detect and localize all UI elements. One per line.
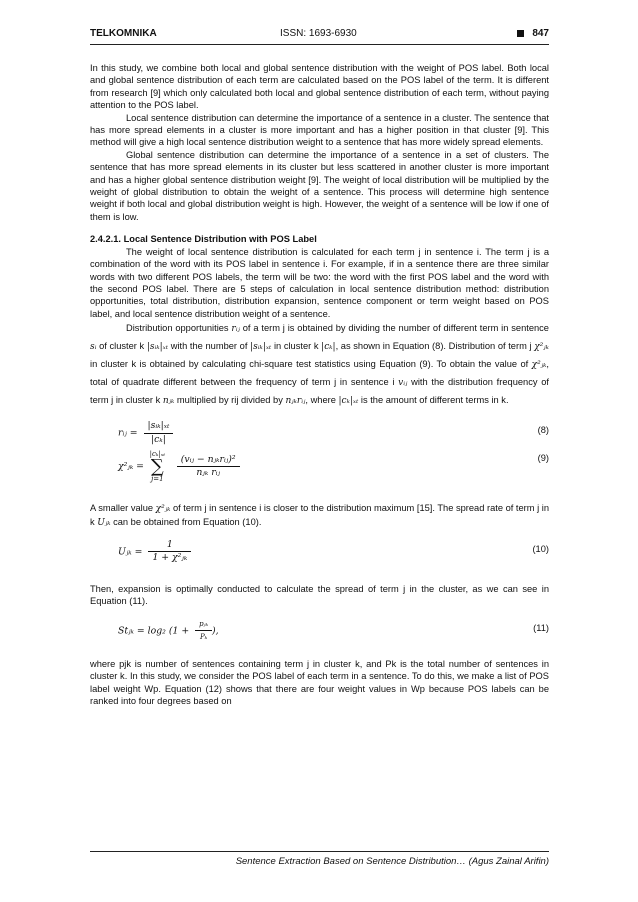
paragraph: Global sentence distribution can determine the importance of a sentence in a set of clusters. The sentence that has more spread elements in its cluster but less scattered in another cluster is more important and has a higher global sentence distribution weight [9]. The weight of local distribution will be multiplied by the weight of global distribution to obtain the weight of a sentence. This process will determine high sentence weight if both local and global distribution weight is high. However, the weight of a sentence will be low if one of them is low. xyxy=(90,149,549,222)
equation-number: (10) xyxy=(532,543,549,554)
journal-name: TELKOMNIKA xyxy=(90,28,157,39)
equation-number: (9) xyxy=(537,453,549,464)
equation-number: (11) xyxy=(533,622,549,633)
running-footer: Sentence Extraction Based on Sentence Distribution… (Agus Zainal Arifin) xyxy=(235,856,549,867)
equation-8: rᵢⱼ = $\frac{\text{|sᵢₖ|ₓₜ}}{\text{|cₖ|}}$ (8) xyxy=(118,420,549,445)
issn: ISSN: 1693-6930 xyxy=(280,28,357,39)
header-rule xyxy=(90,44,549,45)
paragraph: The weight of local sentence distribution is calculated for each term j in sentence i. The term j is a combination of the word with its POS label in sentence i. For example, if in a sentence there are three similar words with two different POS labels, the term will be two: the word with the first POS label and the word with the second POS label. There are 5 steps of calculation in local sentence distribution method: distribution opportunities, total distribution, distribution expansion, sentence component or term weight based on POS label, and local sentence distribution weight of a sentence. xyxy=(90,246,549,319)
paragraph: where pjk is number of sentences containing term j in cluster k, and Pk is the total number of sentences in cluster k. In this study, we consider the POS label of each term in a sentence. To do this, we make a list of POS label weight Wp. Equation (12) shows that there are four weight values in Wp because POS labels can be ranked into four degrees based on xyxy=(90,658,549,706)
paragraph: In this study, we combine both local and global sentence distribution with the weight of POS label. Both local and global sentence distribution of each term are calculated based on the POS label of the term. It is different from research [9] which only calculated both local and global sentence distribution of each term, without paying attention to the POS label. xyxy=(90,63,549,111)
section-heading: 2.4.2.1. Local Sentence Distribution with POS Label xyxy=(90,234,317,245)
square-bullet-icon xyxy=(517,30,524,37)
equation-9: χ²ⱼₖ = |cₖ|ₓₜ ∑ j=1 $\frac{\text{(vᵢⱼ − nⱼₖrᵢⱼ)²}}{\text{nⱼₖ rᵢⱼ}}$ (9) xyxy=(118,450,549,483)
equation-11: Stⱼₖ = log₂ (1 + $\frac{\text{pⱼₖ}}{\text{Pₖ}}$ ), (11) xyxy=(118,619,549,642)
footer-rule xyxy=(90,851,549,852)
page-number: 847 xyxy=(532,28,549,39)
running-header xyxy=(90,28,549,42)
page-number-group xyxy=(517,28,549,39)
paragraph: Local sentence distribution can determine the importance of a sentence in a cluster. The sentence that has more spread elements in a cluster is more important and has a higher position in that cluster [9]. This method will give a high local sentence distribution weight to a sentence that has more widely spread elements. xyxy=(90,112,549,148)
equation-10: Uⱼₖ = $\frac{1}{\text{1 + χ²ⱼₖ}}$ (10) xyxy=(118,538,549,564)
equation-number: (8) xyxy=(537,425,549,436)
paragraph: Then, expansion is optimally conducted to calculate the spread of term j in the cluster, as we can see in Equation (11). xyxy=(90,583,549,607)
page-body xyxy=(90,62,549,707)
paragraph: A smaller value χ²ⱼₖ of term j in sentence i is closer to the distribution maximum [15]. The spread rate of term j in k Uⱼₖ can be obtained from Equation (10). xyxy=(90,503,549,528)
paragraph: Distribution opportunities rᵢⱼ of a term j is obtained by dividing the number of different term in sentence sᵢ of cluster k |sᵢₖ|ₓₜ with the number of |sᵢₖ|ₓₜ in cluster k |cₖ|, as shown in Equation (8). Distribution of term j χ²ⱼₖ in cluster k is obtained by calculating chi-square test statistics using Equation (9). To obtain the value of χ²ⱼₖ, total of quadrate different between the frequency of term j in sentence i vᵢⱼ with the distribution frequency of term j in cluster k nⱼₖ multiplied by rij divided by nⱼₖrᵢⱼ, where |cₖ|ₓₜ is the amount of different terms in k. xyxy=(90,323,549,407)
